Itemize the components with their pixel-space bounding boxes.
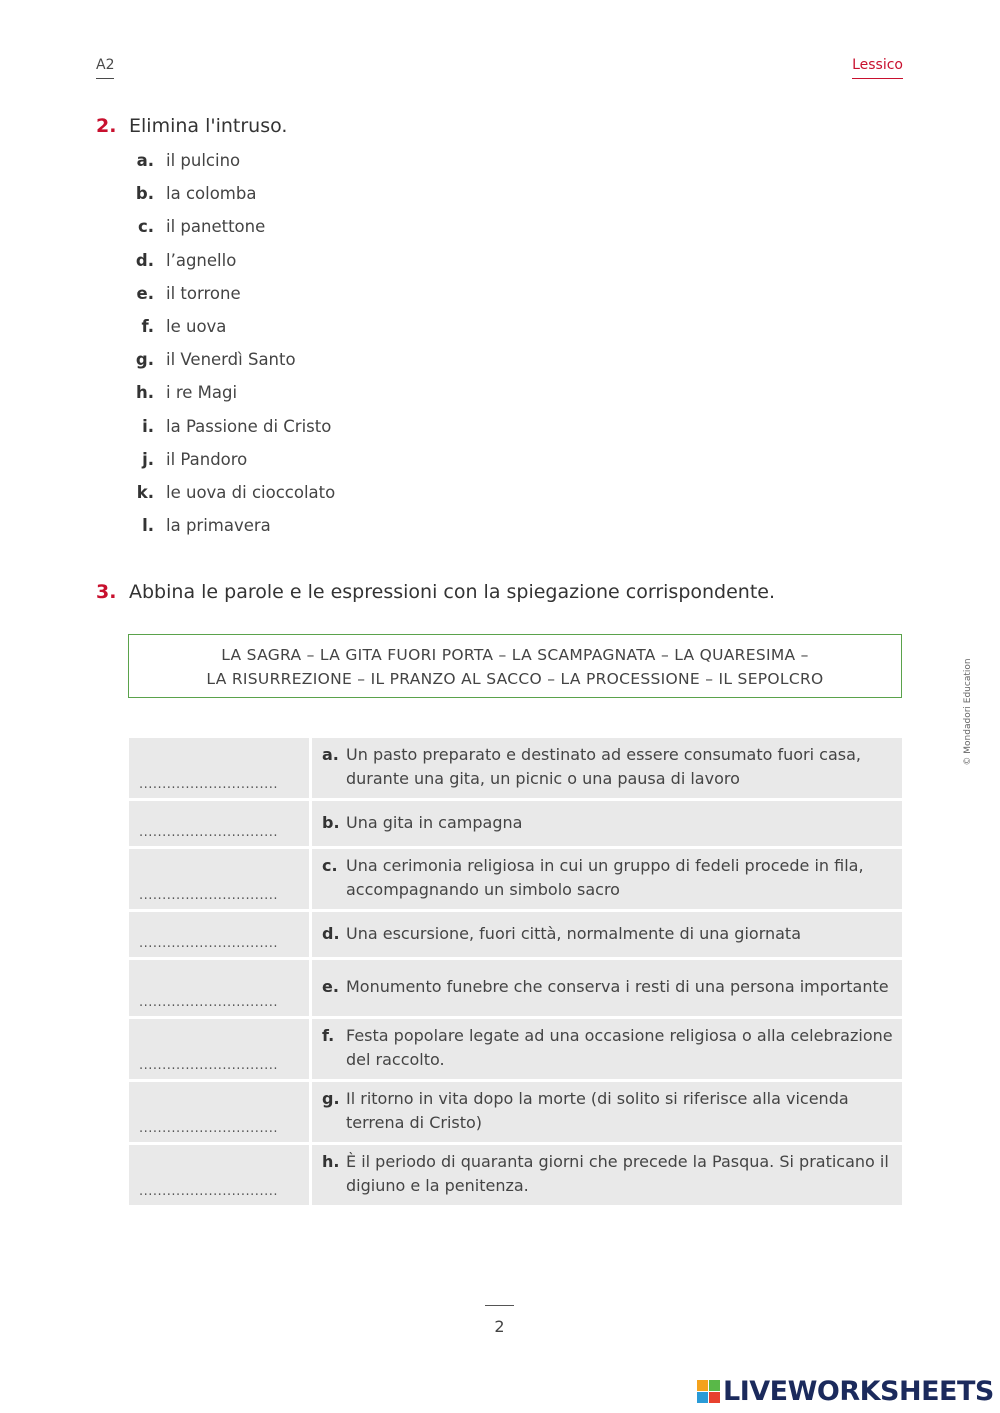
page-number-rule — [485, 1305, 514, 1306]
logo-square-blue — [697, 1392, 708, 1403]
definition-cell — [312, 912, 902, 960]
definition-cell — [312, 1082, 902, 1145]
answer-blank[interactable]: .............................. — [129, 738, 312, 801]
item-letter: k. — [136, 482, 154, 502]
item-letter: l. — [142, 516, 154, 536]
copyright-notice: © Mondadori Education — [963, 658, 973, 766]
definition-letter: c. — [322, 856, 338, 875]
definition-letter: b. — [322, 812, 340, 832]
item-letter: e. — [136, 283, 154, 303]
item-text: il pulcino — [166, 151, 241, 170]
item-text: il torrone — [166, 283, 241, 303]
item-text: i re Magi — [166, 383, 238, 403]
table-row — [129, 1145, 902, 1208]
logo-square-green — [709, 1380, 720, 1391]
table-row — [129, 849, 902, 912]
answer-blank[interactable]: .............................. — [129, 1082, 312, 1145]
answer-blank[interactable]: .............................. — [129, 912, 312, 960]
item-letter: a. — [136, 151, 154, 170]
list-item[interactable] — [128, 348, 335, 381]
definition-letter: e. — [322, 977, 339, 996]
item-letter: h. — [135, 383, 154, 403]
definition-cell — [312, 960, 902, 1019]
definition-cell — [312, 1019, 902, 1082]
answer-blank[interactable]: .............................. — [129, 801, 312, 849]
list-item[interactable] — [128, 282, 335, 315]
page-number: 2 — [494, 1317, 505, 1336]
exercise-2-instruction: Elimina l'intruso. — [129, 115, 288, 137]
list-item[interactable] — [128, 249, 335, 282]
word-bank — [128, 634, 902, 698]
item-text: le uova di cioccolato — [166, 482, 336, 502]
exercise-3-instruction: Abbina le parole e le espressioni con la spiegazione corrispondente. — [129, 581, 776, 603]
item-text: la Passione di Cristo — [166, 416, 332, 436]
table-row — [129, 1019, 902, 1082]
definition-cell — [312, 801, 902, 849]
definition-text: È il periodo di quaranta giorni che precede la Pasqua. Si praticano il digiuno e la penitenza. — [346, 1152, 889, 1195]
answer-blank[interactable]: .............................. — [129, 1019, 312, 1082]
brand-name: LIVEWORKSHEETS — [723, 1376, 994, 1407]
list-item[interactable] — [128, 215, 335, 248]
answer-blank[interactable]: .............................. — [129, 1145, 312, 1208]
table-row — [129, 1082, 902, 1145]
item-text: il Pandoro — [166, 449, 248, 469]
logo-square-orange — [697, 1380, 708, 1391]
item-text: il panettone — [166, 217, 266, 237]
definition-cell — [312, 738, 902, 801]
list-item[interactable] — [128, 448, 335, 481]
item-letter: f. — [141, 316, 154, 336]
definition-letter: h. — [322, 1152, 340, 1171]
definition-text: Monumento funebre che conserva i resti di una persona importante — [346, 977, 889, 996]
definition-text: Festa popolare legate ad una occasione religiosa o alla celebrazione del raccolto. — [346, 1026, 893, 1069]
item-letter: j. — [142, 449, 154, 469]
definition-text: Il ritorno in vita dopo la morte (di solito si riferisce alla vicenda terrena di Cristo) — [346, 1089, 849, 1132]
answer-blank[interactable]: .............................. — [129, 849, 312, 912]
list-item[interactable] — [128, 149, 335, 182]
table-row — [129, 912, 902, 960]
item-text: il Venerdì Santo — [166, 350, 296, 370]
section-label: Lessico — [852, 57, 903, 79]
definition-letter: g. — [322, 1089, 340, 1108]
definition-text: Una gita in campagna — [346, 812, 523, 832]
exercise-2-number: 2. — [96, 115, 117, 137]
list-item[interactable] — [128, 415, 335, 448]
definition-letter: a. — [322, 745, 339, 764]
logo-square-red — [709, 1392, 720, 1403]
item-letter: b. — [135, 184, 154, 204]
item-text: le uova — [166, 316, 227, 336]
level-label: A2 — [96, 57, 114, 79]
list-item[interactable] — [128, 182, 335, 215]
definition-letter: f. — [322, 1026, 335, 1045]
list-item[interactable] — [128, 514, 335, 547]
item-letter: c. — [137, 217, 154, 237]
list-item[interactable] — [128, 381, 335, 414]
word-bank-line-2: LA RISURREZIONE – IL PRANZO AL SACCO – LA PROCESSIONE – IL SEPOLCRO — [206, 670, 824, 688]
item-letter: i. — [142, 416, 154, 436]
item-letter: d. — [135, 250, 154, 270]
matching-table — [129, 738, 902, 1208]
definition-letter: d. — [322, 923, 340, 943]
answer-blank[interactable]: .............................. — [129, 960, 312, 1019]
item-text: la colomba — [166, 184, 257, 204]
liveworksheets-logo-icon — [697, 1380, 720, 1403]
item-text: l’agnello — [166, 250, 237, 270]
liveworksheets-brand[interactable] — [697, 1376, 994, 1407]
item-text: la primavera — [166, 516, 271, 536]
table-row — [129, 738, 902, 801]
table-row — [129, 801, 902, 849]
definition-cell — [312, 1145, 902, 1208]
exercise-3-title — [96, 581, 775, 603]
word-bank-line-1: LA SAGRA – LA GITA FUORI PORTA – LA SCAMPAGNATA – LA QUARESIMA – — [221, 646, 809, 664]
table-row — [129, 960, 902, 1019]
definition-text: Una cerimonia religiosa in cui un gruppo di fedeli procede in fila, accompagnando un simbolo sacro — [346, 856, 864, 899]
list-item[interactable] — [128, 315, 335, 348]
exercise-2-title — [96, 115, 287, 137]
exercise-2-list — [128, 149, 335, 547]
definition-text: Una escursione, fuori città, normalmente di una giornata — [346, 923, 802, 943]
definition-text: Un pasto preparato e destinato ad essere consumato fuori casa, durante una gita, un picnic o una pausa di lavoro — [346, 745, 861, 788]
definition-cell — [312, 849, 902, 912]
exercise-3-number: 3. — [96, 581, 117, 603]
item-letter: g. — [135, 350, 154, 370]
list-item[interactable] — [128, 481, 335, 514]
